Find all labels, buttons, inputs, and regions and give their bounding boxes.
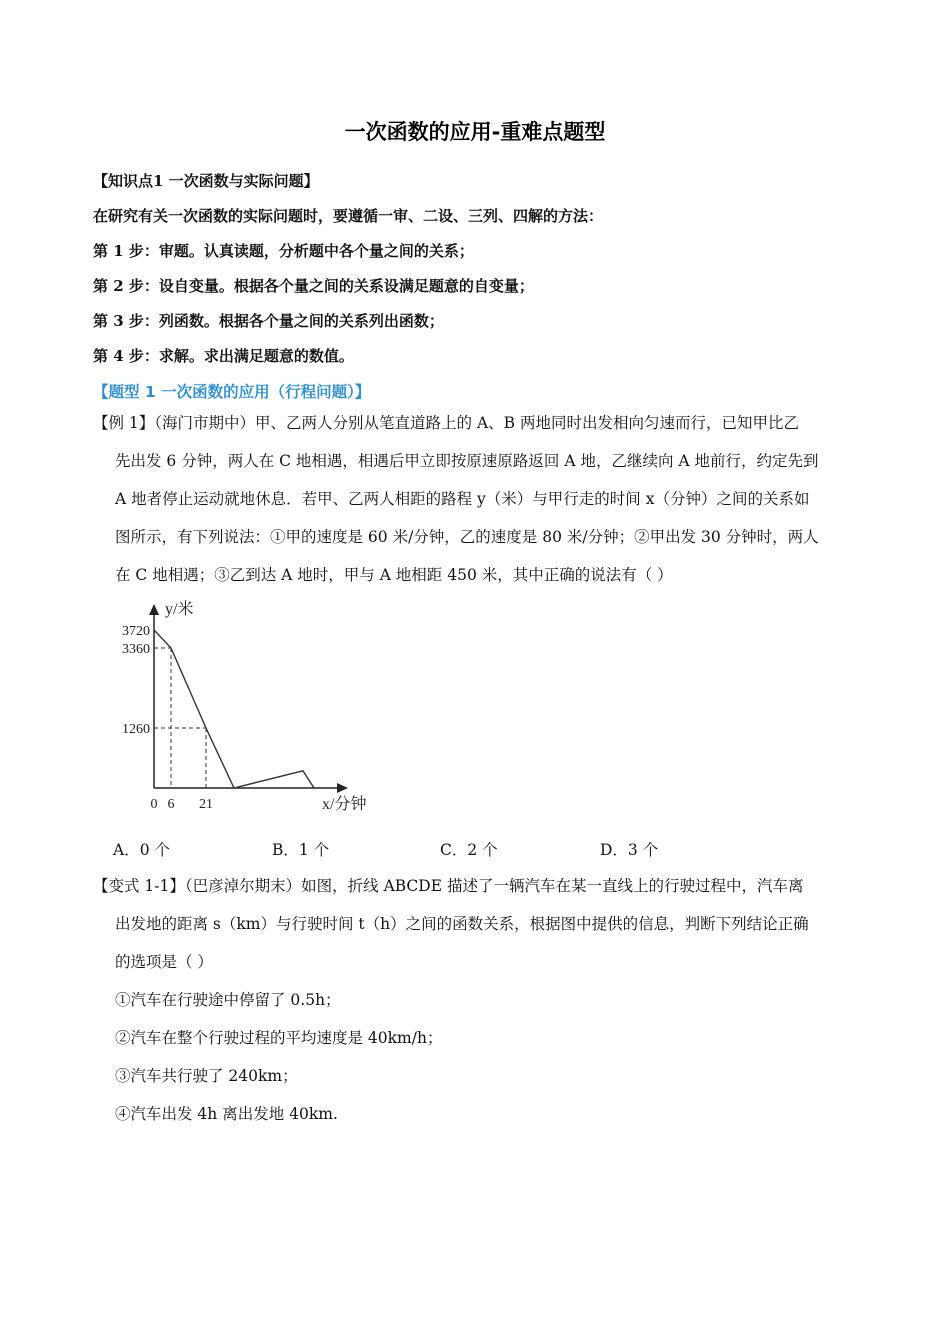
x-tick-label: 0 [150,797,158,812]
x-axis-arrow [337,783,348,793]
variant-statement-3: ③汽车共行驶了 240km； [115,1067,298,1085]
option-b: B．1 个 [272,841,330,859]
distance-time-chart [108,598,388,820]
variant-statement-2: ②汽车在整个行驶过程的平均速度是 40km/h； [115,1029,443,1047]
variant-statement-1: ①汽车在行驶途中停留了 0.5h； [115,991,341,1009]
example-line-3: A 地者停止运动就地休息．若甲、乙两人相距的路程 y（米）与甲行走的时间 x（分钟）之间的关系如 [115,490,810,508]
x-tick-label: 6 [167,797,175,812]
variant-line-3: 的选项是（ ） [115,953,213,971]
x-axis-label: x/分钟 [322,796,367,813]
page-title: 一次函数的应用-重难点题型 [344,120,606,144]
option-d: D．3 个 [600,841,659,859]
option-c: C．2 个 [440,841,498,859]
example-line-4: 图所示，有下列说法：①甲的速度是 60 米/分钟，乙的速度是 80 米/分钟；②甲出发 30 分钟时，两人 [115,528,819,546]
step-3: 第 3 步：列函数。根据各个量之间的关系列出函数； [93,312,444,330]
example-1 [93,404,863,594]
step-1: 第 1 步：审题。认真读题，分析题中各个量之间的关系； [93,242,474,260]
y-tick-label: 3720 [122,624,150,639]
knowledge-intro: 在研究有关一次函数的实际问题时，要遵循一审、二设、三列、四解的方法： [93,207,604,225]
x-tick-label: 21 [199,797,213,812]
series-line-0 [154,630,314,788]
example-line-2: 先出发 6 分钟，两人在 C 地相遇，相遇后甲立即按原速原路返回 A 地，乙继续向 A 地前行，约定先到 [115,452,819,470]
y-tick-label: 1260 [122,722,150,737]
variant-statement-4: ④汽车出发 4h 离出发地 40km. [115,1105,338,1123]
variant-line-2: 出发地的距离 s（km）与行驶时间 t（h）之间的函数关系，根据图中提供的信息，判断下列结论正确 [115,915,809,933]
step-4: 第 4 步：求解。求出满足题意的数值。 [93,347,354,365]
knowledge-header: 【知识点1 一次函数与实际问题】 [93,172,319,190]
example-line-5: 在 C 地相遇；③乙到达 A 地时，甲与 A 地相距 450 米，其中正确的说法有（ ） [115,566,673,584]
example-line-1: 【例 1】（海门市期中）甲、乙两人分别从笔直道路上的 A、B 两地同时出发相向匀速而行，已知甲比乙 [93,414,799,432]
option-a: A．0 个 [113,841,170,859]
y-axis-arrow [149,604,159,615]
step-2: 第 2 步：设自变量。根据各个量之间的关系设满足题意的自变量； [93,277,534,295]
y-tick-label: 3360 [122,642,150,657]
topic-header: 【题型 1 一次函数的应用（行程问题）】 [93,383,371,401]
y-axis-label: y/米 [165,601,194,618]
variant-line-1: 【变式 1-1】（巴彦淖尔期末）如图，折线 ABCDE 描述了一辆汽车在某一直线上的行驶过程中，汽车离 [93,877,804,895]
variant-1-1 [93,867,863,1133]
